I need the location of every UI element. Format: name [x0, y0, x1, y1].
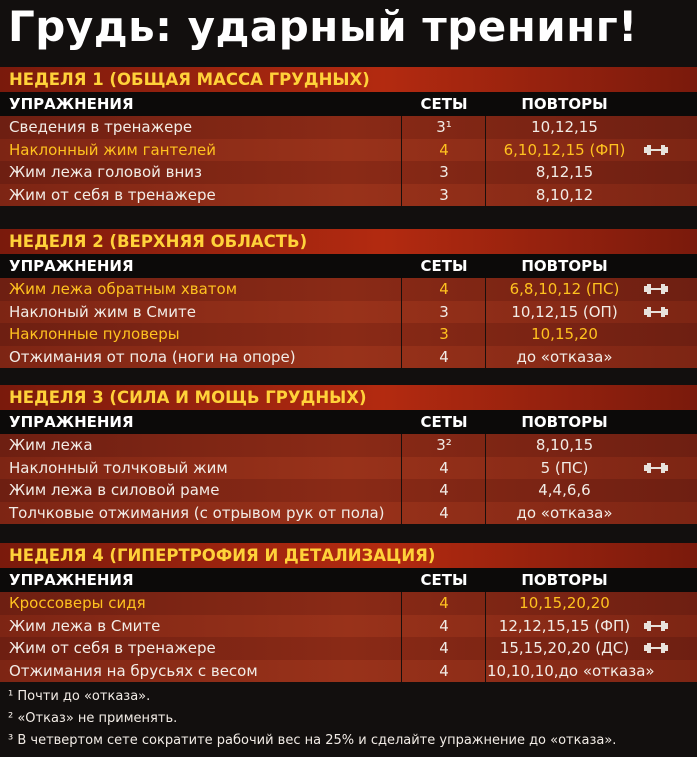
- header-sets: СЕТЫ: [420, 571, 468, 589]
- week-title: НЕДЕЛЯ 4 (ГИПЕРТРОФИЯ И ДЕТАЛИЗАЦИЯ): [0, 543, 697, 568]
- header-reps: ПОВТОРЫ: [521, 257, 608, 275]
- table-body: [0, 592, 697, 682]
- week-title: НЕДЕЛЯ 3 (СИЛА И МОЩЬ ГРУДНЫХ): [0, 385, 697, 410]
- reps-value: 15,15,20,20 (ДС): [499, 639, 630, 657]
- table-row: [0, 637, 697, 660]
- reps-value: 12,12,15,15 (ФП): [498, 616, 631, 635]
- table-row: [0, 457, 697, 480]
- table-row: [0, 660, 697, 683]
- sets-value: 4: [439, 661, 449, 680]
- sets-value: 4: [439, 616, 449, 635]
- week-title: НЕДЕЛЯ 2 (ВЕРХНЯЯ ОБЛАСТЬ): [0, 229, 697, 254]
- sets-value: 4: [439, 140, 449, 159]
- dumbbell-icon: [644, 642, 668, 654]
- sets-value: 3: [439, 325, 449, 343]
- sets-value: 3: [439, 185, 449, 204]
- sets-value: 3: [439, 163, 449, 181]
- week-section: [0, 543, 697, 682]
- page-title: Грудь: ударный тренинг!: [8, 2, 638, 51]
- sets-value: 4: [439, 639, 449, 657]
- exercise-name: Наклонный толчковый жим: [9, 458, 228, 477]
- reps-value: 10,12,15 (ОП): [511, 302, 618, 321]
- exercise-name: Жим лежа: [9, 436, 93, 454]
- reps-value: 6,8,10,12 (ПС): [509, 280, 620, 298]
- table-row: [0, 479, 697, 502]
- table-header: [0, 254, 697, 278]
- reps-value: 6,10,12,15 (ФП): [503, 140, 626, 159]
- reps-value: до «отказа»: [516, 503, 613, 522]
- dumbbell-icon: [644, 144, 668, 156]
- week-title: НЕДЕЛЯ 1 (ОБЩАЯ МАССА ГРУДНЫХ): [0, 67, 697, 92]
- reps-value: 10,12,15: [531, 118, 598, 136]
- reps-value: 5 (ПС): [540, 458, 589, 477]
- header-sets: СЕТЫ: [420, 95, 468, 113]
- exercise-name: Отжимания на брусьях с весом: [9, 661, 258, 680]
- table-body: [0, 434, 697, 524]
- sets-value: 4: [439, 503, 449, 522]
- table-header: [0, 410, 697, 434]
- sets-value: 4: [439, 347, 449, 366]
- header-reps: ПОВТОРЫ: [521, 95, 608, 113]
- dumbbell-icon: [644, 620, 668, 632]
- header-exercises: УПРАЖНЕНИЯ: [9, 257, 134, 275]
- reps-value: 10,10,10,до «отказа»: [487, 661, 655, 680]
- reps-value: 8,10,12: [535, 185, 594, 204]
- sets-value: 3²: [436, 436, 452, 454]
- exercise-name: Жим лежа головой вниз: [9, 163, 203, 181]
- exercise-name: Жим от себя в тренажере: [9, 185, 216, 204]
- exercise-name: Жим от себя в тренажере: [9, 639, 216, 657]
- exercise-name: Отжимания от пола (ноги на опоре): [9, 347, 296, 366]
- table-row: [0, 502, 697, 525]
- exercise-name: Наклонный жим гантелей: [9, 140, 217, 159]
- sets-value: 4: [439, 280, 449, 298]
- exercise-name: Толчковые отжимания (с отрывом рук от пола): [9, 503, 385, 522]
- reps-value: 8,12,15: [535, 163, 594, 181]
- header-sets: СЕТЫ: [420, 413, 468, 431]
- header-sets: СЕТЫ: [420, 257, 468, 275]
- table-row: [0, 615, 697, 638]
- table-row: [0, 323, 697, 346]
- table-body: [0, 278, 697, 368]
- reps-value: 4,4,6,6: [538, 481, 591, 499]
- footnotes: [8, 686, 616, 752]
- table-row: [0, 139, 697, 162]
- table-header: [0, 568, 697, 592]
- header-reps: ПОВТОРЫ: [521, 413, 608, 431]
- sets-value: 4: [439, 458, 449, 477]
- table-header: [0, 92, 697, 116]
- sets-value: 3¹: [436, 118, 452, 136]
- header-exercises: УПРАЖНЕНИЯ: [9, 413, 134, 431]
- week-section: [0, 385, 697, 524]
- table-row: [0, 346, 697, 369]
- reps-value: 10,15,20: [531, 325, 598, 343]
- footnote-1: ¹ Почти до «отказа».: [8, 689, 151, 704]
- reps-value: 8,10,15: [535, 436, 594, 454]
- header-exercises: УПРАЖНЕНИЯ: [9, 95, 134, 113]
- table-row: [0, 184, 697, 207]
- exercise-name: Сведения в тренажере: [9, 118, 193, 136]
- exercise-name: Наклоный жим в Смите: [9, 302, 196, 321]
- sets-value: 4: [439, 481, 449, 499]
- header-exercises: УПРАЖНЕНИЯ: [9, 571, 134, 589]
- exercise-name: Жим лежа в Смите: [9, 616, 161, 635]
- footnote-3: ³ В четвертом сете сократите рабочий вес на 25% и сделайте упражнение до «отказа».: [8, 733, 617, 748]
- reps-value: до «отказа»: [516, 347, 613, 366]
- exercise-name: Кроссоверы сидя: [9, 594, 146, 612]
- dumbbell-icon: [644, 462, 668, 474]
- reps-value: 10,15,20,20: [519, 594, 610, 612]
- sets-value: 4: [439, 594, 449, 612]
- table-row: [0, 592, 697, 615]
- table-row: [0, 434, 697, 457]
- table-row: [0, 161, 697, 184]
- exercise-name: Наклонные пуловеры: [9, 325, 180, 343]
- table-row: [0, 278, 697, 301]
- dumbbell-icon: [644, 283, 668, 295]
- table-body: [0, 116, 697, 206]
- dumbbell-icon: [644, 306, 668, 318]
- exercise-name: Жим лежа обратным хватом: [9, 280, 238, 298]
- week-section: [0, 67, 697, 206]
- table-row: [0, 301, 697, 324]
- week-section: [0, 229, 697, 368]
- header-reps: ПОВТОРЫ: [521, 571, 608, 589]
- footnote-2: ² «Отказ» не применять.: [8, 711, 178, 726]
- table-row: [0, 116, 697, 139]
- sets-value: 3: [439, 302, 449, 321]
- exercise-name: Жим лежа в силовой раме: [9, 481, 220, 499]
